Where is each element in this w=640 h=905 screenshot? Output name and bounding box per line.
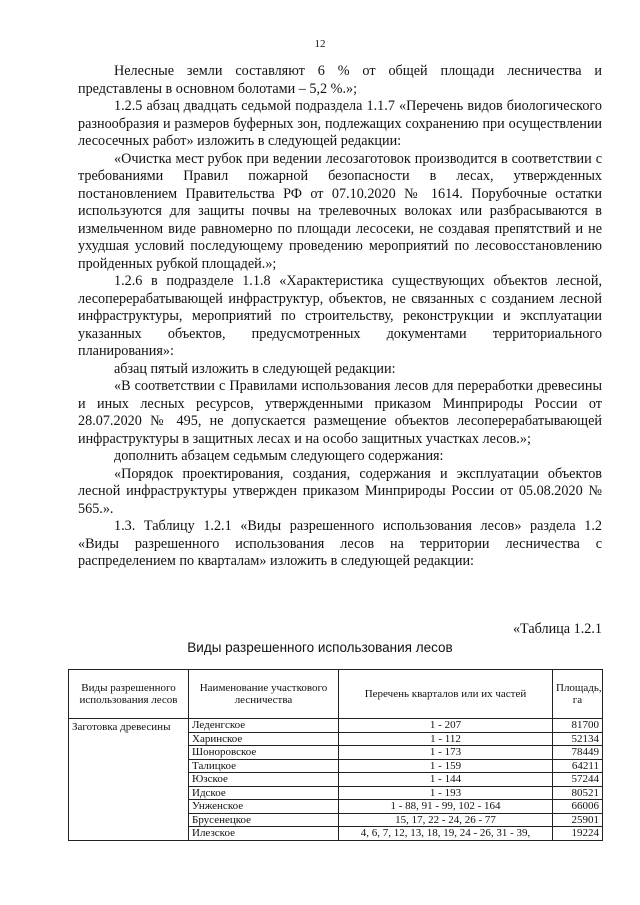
forestry-name-cell: Юзское	[189, 773, 339, 787]
area-cell: 19224	[553, 827, 603, 841]
paragraph: «Очистка мест рубок при ведении лесозаготовок производится в соответствии с требованиями Правил пожарной безопасности в лесах, утвержденных постановлением Правительства РФ от 07.10.2020 № 1614. Порубочные остатки используются для защиты почвы на трелевочных волоках или разбрасываются в измельченном виде равномерно по площади лесосеки, не создавая препятствий и не ухудшая условий последующему проведению мероприятий по лесовосстановлению пройденных рубкой площадей.»;	[78, 150, 602, 272]
column-header: Наименование участкового лесничества	[189, 670, 339, 719]
forestry-name-cell: Талицкое	[189, 759, 339, 773]
table-title: Виды разрешенного использования лесов	[187, 640, 453, 655]
forestry-name-cell: Брусенецкое	[189, 813, 339, 827]
paragraph: 1.2.6 в подразделе 1.1.8 «Характеристика существующих объектов лесной, лесоперерабатывающей инфраструктур, объектов, не связанных с созданием лесной инфраструктуры, мероприятий по строительству, реконструкции и эксплуатации указанных объектов, предусмотренных документами территориального планирования»:	[78, 273, 602, 359]
paragraph: «Порядок проектирования, создания, содержания и эксплуатации объектов лесной инфраструктуры утвержден приказом Минприроды России от 05.08.2020 № 565.».	[78, 465, 602, 517]
column-header: Площадь, га	[553, 670, 603, 719]
forestry-name-cell: Илезское	[189, 827, 339, 841]
column-header: Виды разрешенного использования лесов	[69, 670, 189, 719]
quarters-cell: 1 - 112	[339, 732, 553, 746]
quarters-cell: 1 - 88, 91 - 99, 102 - 164	[339, 800, 553, 814]
paragraph: «В соответствии с Правилами использования лесов для переработки древесины и иных лесных ресурсов, утвержденными приказом Минприроды России от 28.07.2020 № 495, не допускается размещение объектов лесоперерабатывающей инфраструктуры в защитных лесах и на особо защитных участках лесов.»;	[78, 378, 602, 447]
forestry-name-cell: Идское	[189, 786, 339, 800]
area-cell: 66006	[553, 800, 603, 814]
forestry-name-cell: Леденгское	[189, 719, 339, 733]
area-cell: 80521	[553, 786, 603, 800]
page-number: 12	[314, 38, 326, 50]
table-row	[69, 719, 603, 733]
paragraph: Нелесные земли составляют 6 % от общей площади лесничества и представлены в основном болотами – 5,2 %.»;	[78, 63, 602, 97]
table-header-row	[69, 670, 603, 719]
use-type-cell: Заготовка древесины	[69, 719, 189, 841]
forestry-name-cell: Унженское	[189, 800, 339, 814]
forestry-name-cell: Харинское	[189, 732, 339, 746]
area-cell: 25901	[553, 813, 603, 827]
area-cell: 64211	[553, 759, 603, 773]
document-body	[78, 63, 602, 571]
area-cell: 78449	[553, 746, 603, 760]
table-body	[69, 719, 603, 841]
paragraph: абзац пятый изложить в следующей редакции:	[114, 360, 396, 377]
area-cell: 81700	[553, 719, 603, 733]
paragraph: 1.3. Таблицу 1.2.1 «Виды разрешенного использования лесов» раздела 1.2 «Виды разрешенного использования лесов на территории лесничества с распределением по кварталам» изложить в следующей редакции:	[78, 518, 602, 569]
area-cell: 57244	[553, 773, 603, 787]
permitted-uses-table	[68, 669, 603, 841]
paragraph: 1.2.5 абзац двадцать седьмой подраздела 1.1.7 «Перечень видов биологического разнообразия и размеров буферных зон, подлежащих сохранению при осуществлении лесосечных работ» изложить в следующей редакции:	[78, 98, 602, 149]
quarters-cell: 4, 6, 7, 12, 13, 18, 19, 24 - 26, 31 - 39,	[339, 827, 553, 841]
table-label: «Таблица 1.2.1	[512, 621, 602, 637]
quarters-cell: 1 - 173	[339, 746, 553, 760]
quarters-cell: 1 - 193	[339, 786, 553, 800]
quarters-cell: 15, 17, 22 - 24, 26 - 77	[339, 813, 553, 827]
column-header: Перечень кварталов или их частей	[339, 670, 553, 719]
paragraph: дополнить абзацем седьмым следующего содержания:	[114, 448, 444, 464]
area-cell: 52134	[553, 732, 603, 746]
quarters-cell: 1 - 144	[339, 773, 553, 787]
forestry-name-cell: Шоноровское	[189, 746, 339, 760]
quarters-cell: 1 - 159	[339, 759, 553, 773]
quarters-cell: 1 - 207	[339, 719, 553, 733]
